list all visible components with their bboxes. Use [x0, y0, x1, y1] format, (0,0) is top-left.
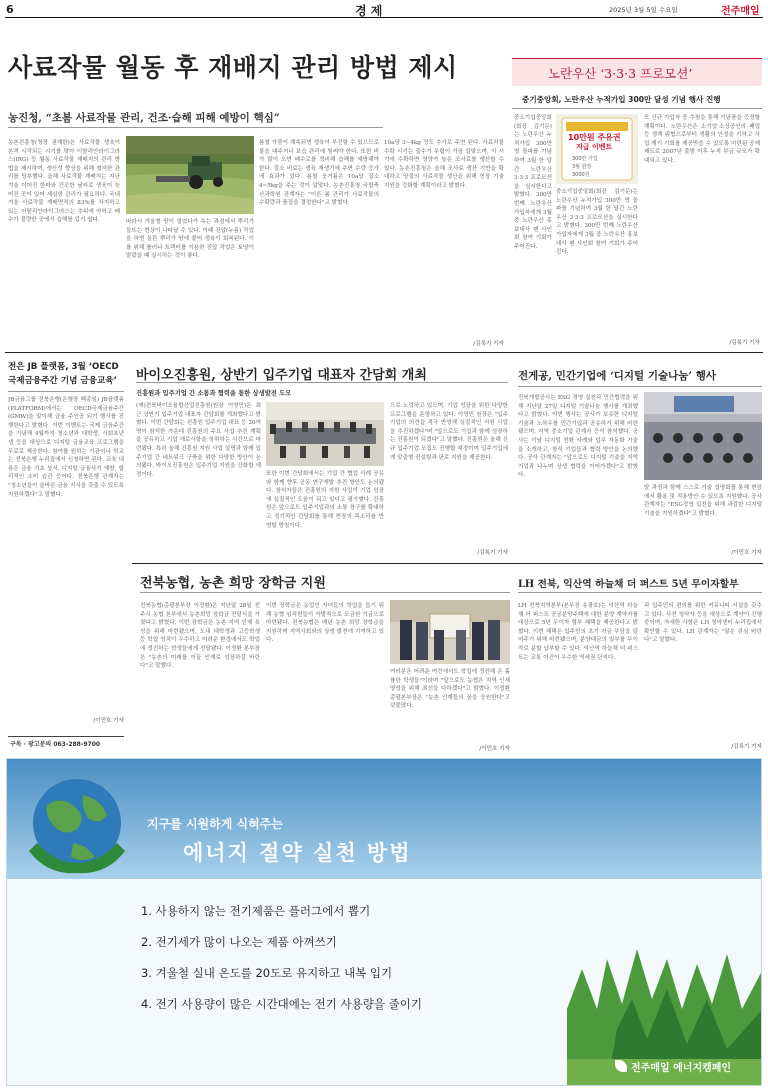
meeting-photo	[266, 402, 384, 466]
campaign-label: 전주매일 에너지캠페인	[631, 1063, 732, 1074]
tractor-field-photo	[126, 136, 254, 214]
promo-caption-1: 10만원 주유권	[568, 133, 621, 142]
lh-headline: LH 전북, 익산역 하늘채 더 퍼스트 5년 무이자할부	[518, 579, 739, 590]
sidebar-byline: /김록기 기자	[729, 340, 760, 346]
seminar-photo	[644, 392, 762, 480]
lead-subhead-rule	[8, 127, 383, 128]
subscription-note: 구독 · 광고문의 063-288-9700	[10, 741, 101, 748]
globe-hands-icon	[17, 765, 137, 885]
sidebar-series-title: 노란우산 ‘3·3·3 프로모션’	[548, 66, 693, 81]
nh-col-1: 전북농협(총괄본부장 이정환)은 지난달 28일 전주시 농협 본부에서 농촌희망 장학금 전달식을 가졌다고 밝혔다. 이번 장학금은 농촌 지역 인재 육성을 위해 마련됐으며, 도내 대학생과 고등학생 등 학업 성적이 우수하고 어려운 환경에서도 학업에 정진하는 학생들에게 전달됐다. 이정환 본부장은 "농촌의 미래를 이끌 인재로 성장하길 바란다"고 말했다.	[140, 603, 260, 670]
sidebar-col-right: 또 신규 가입자 중 추첨을 통해 기념품을 증정할 계획이다. 노란우산은 소기업·소상공인의 폐업 등 생계 위협으로부터 생활의 안정을 기하고 사업 재기 기회를 제공받을 수 있도록 마련된 공제제도로 2007년 출범 이후 누적 부금 규모가 확대되고 있다.	[644, 115, 760, 164]
jb-byline: /이민호 기자	[93, 718, 124, 724]
page-number: 6	[6, 3, 14, 16]
sidebar-photo	[556, 114, 638, 184]
nh-photo	[390, 600, 510, 664]
sidebar-headline: 중기중앙회, 노란우산 누적가입 300만 달성 기념 행사 진행	[522, 95, 721, 104]
bio-col-2: 또한 이번 간담회에서는 기업 간 협업 사례 공유와 함께 향후 공동 연구개발 추진 방안도 논의됐다. 참석자들은 진흥원의 지원 사업이 기업 성장에 실질적인 도움이 되고 있다고 평가했다. 진흥원은 앞으로도 입주기업과의 소통 창구를 확대하고 정기적인 간담회를 통해 현장의 목소리를 반영할 방침이다.	[266, 471, 384, 529]
nh-rule	[140, 592, 510, 593]
digital-byline: /이민호 기자	[731, 550, 762, 556]
jb-footer-box	[8, 736, 124, 748]
top-zone-rule	[5, 352, 763, 353]
lead-byline: /김록기 기자	[473, 341, 504, 347]
bio-byline: /김록기 기자	[477, 550, 508, 556]
jb-headline-1: 전은 JB 플랫폼, 3월 ‘OECD	[8, 362, 119, 372]
lh-col-1: LH 전북지역본부(본부장 송광호)는 익산역 하늘채 더 퍼스트 공공분양주택에 대한 분양 계약자를 대상으로 5년 무이자 할부 혜택을 제공한다고 밝혔다. 이번 혜택은 입주민의 초기 자금 부담을 덜어주기 위해 마련됐으며, 분양대금의 일부를 무이자로 분할 납부할 수 있다. 익산역 하늘채 더 퍼스트는 교통 여건이 우수한 역세권 단지다.	[518, 603, 638, 661]
digital-headline: 전게공, 민간기업에 ‘디지털 기술나눔’ 행사	[518, 370, 717, 382]
lead-col-4: 10a당 3~4kg 정도 추가로 주면 된다. 사료작물 수확 시기는 출수기 무렵이 가장 알맞으며, 이 시기에 수확하면 영양가 높은 조사료를 생산할 수 있다. 농촌진흥청은 올해 조사료 생산 기반을 확대하고 양질의 사료작물 생산을 위해 현장 기술 지원을 강화할 계획이라고 밝혔다.	[384, 140, 504, 189]
promo-caption-2: 지급 이벤트	[576, 143, 613, 151]
sidebar-col-mid: 중소기업중앙회(회장 김기문)는 노란우산 누적가입 300만 명 돌파를 기념하여 3월 한 달간 노란우산 3·3·3 프로모션을 실시한다고 밝혔다. 300만 번째 노란우산 가입자에게 3월 중 노란우산 홍보대사 팬 사인회 참여 기회가 주어진다.	[556, 189, 638, 256]
ad-title-big: 에너지 절약 실천 방법	[183, 840, 412, 865]
bio-col-1: (재)전북바이오융합산업진흥원(원장 이영민)은 최근 상반기 입주기업 대표자 간담회를 개최했다고 밝혔다. 이번 간담회는 진흥원 입주기업 대표 등 20여 명이 참석한 가운데 진흥원의 주요 사업 추진 계획을 공유하고 기업 애로사항을 청취하는 시간으로 마련됐다. 특히 올해 진흥원 지원 사업 설명과 함께 입주기업 간 네트워크 구축을 위한 다양한 방안이 논의됐다. 바이오진흥원은 입주기업 지원을 강화할 예정이다.	[136, 403, 261, 478]
section-label: 경 제	[355, 4, 383, 18]
nh-byline: /이민호 기자	[479, 746, 510, 752]
nh-col-3: 여러분은 어려운 여건에서도 학업에 정진해 온 훌륭한 학생들"이라며 "앞으로도 농협은 지역 인재 양성을 위해 최선을 다하겠다"고 밝혔다. 이정환 총괄본부장은 "농촌 인재들의 꿈을 응원한다"고 덧붙였다.	[390, 669, 510, 710]
bio-rule	[136, 382, 508, 383]
jb-body: JB금융그룹 전북은행(은행장 백종일) JB플랫폼(PLATFORM)에서는 OECD국제금융주간(GMW)을 맞이해 금융 주인공 되기 행사를 진행한다고 밝혔다. 이번 이벤트는 국제 금융주간을 기념해 4월까지 청소년과 대학생, 사회초년생 등을 대상으로 디지털 금융교육 프로그램을 무료로 제공한다. 참여를 원하는 기관이나 학교는 전북은행 누리집에서 신청하면 된다. 교육 내용은 금융 기초 상식, 디지털 금융사기 예방, 합리적인 소비 습관 등이다. 전북은행 관계자는 "청소년들이 올바른 금융 지식을 갖출 수 있도록 지원하겠다"고 말했다.	[8, 397, 124, 498]
nh-headline: 전북농협, 농촌 희망 장학금 지원	[140, 576, 326, 591]
sidebar-title-banner	[512, 58, 762, 86]
energy-tip-1: 1. 사용하지 않는 전기제품은 플러그에서 뽑기	[141, 904, 371, 918]
ad-title-small: 지구를 시원하게 식혀주는	[147, 817, 283, 831]
promo-tag-1: 300만 가입	[572, 156, 598, 162]
jb-headline-2: 국제금융주간 기념 금융교육’	[8, 376, 117, 386]
energy-ad	[6, 758, 762, 1086]
bio-headline: 바이오진흥원, 상반기 입주기업 대표자 간담회 개최	[136, 368, 427, 383]
jb-rule	[8, 391, 124, 392]
lh-byline: /김록기 기자	[731, 744, 762, 750]
lead-col-3: 봄철 가뭄이 계속되면 생육이 부진할 수 있으므로 물을 대주거나 보습 관리에 힘써야 한다. 또한 비가 많이 오면 배수로를 정비해 습해를 예방해야 한다. 질소 비료는 생육 재생기에 주면 수량 증가에 효과가 있다. 봄철 웃거름은 10a당 질소 4~5kg을 주는 것이 알맞다. 농촌진흥청 국립축산과학원 관계자는 "이른 봄 관리가 사료작물의 수확량과 품질을 결정한다"고 밝혔다.	[259, 140, 379, 207]
lead-photo	[126, 136, 254, 214]
lead-subhead: 농진청, “초봄 사료작물 관리, 건조·습해 피해 예방이 핵심”	[8, 112, 280, 124]
lh-rule	[518, 592, 762, 593]
nh-col-2: 이번 장학금은 농업인 자녀들의 학업을 돕기 위해 농협 임직원들이 자발적으로 모금한 기금으로 마련됐다. 전북농협은 매년 농촌 희망 장학금을 지원하며 지역사회와의 상생 발전에 기여하고 있다.	[266, 603, 384, 644]
sidebar-col-left: 중소기업중앙회(회장 김기문)는 노란우산 누적가입 300만 명 돌파를 기념하여 3월 한 달간 노란우산 3·3·3 프로모션을 실시한다고 밝혔다. 300만 번째 노란우산 가입자에게 3월 중 노란우산 홍보대사 팬 사인회 참여 기회가 주어진다.	[514, 115, 552, 250]
sidebar-box	[512, 58, 762, 346]
scholarship-photo	[390, 600, 510, 664]
energy-tip-4: 4. 전기 사용량이 많은 시간대에는 전기 사용량을 줄이기	[141, 997, 422, 1011]
bio-photo	[266, 402, 384, 466]
digital-photo	[644, 392, 762, 480]
mid-zone-rule	[132, 563, 763, 564]
sidebar-rule	[512, 108, 762, 109]
lh-col-2: 과 입주민의 편의를 위한 커뮤니티 시설을 갖추고 있다. 사전 청약자 등을 대상으로 계약이 진행 중이며, 자세한 사항은 LH 청약센터 누리집에서 확인할 수 있다. LH 관계자는 "많은 관심 바란다"고 말했다.	[644, 603, 762, 644]
paper-name: 전주매일	[721, 6, 760, 17]
issue-date: 2025년 3월 5일 수요일	[609, 6, 678, 14]
page-header	[5, 2, 763, 18]
lead-headline: 사료작물 월동 후 재배지 관리 방법 제시	[8, 53, 458, 82]
energy-tips-list	[141, 896, 422, 1020]
energy-tip-2: 2. 전기세가 많이 나오는 제품 아껴쓰기	[141, 935, 337, 949]
digital-col-right: 발 과정과 함께 스스로 기술 설명회를 통해 현장에서 활용 및 적용방안 수 있도록 지원했다. 공사 관계자는 "ESG경영 실천을 위해 과감한 디지털 기술을 지원하겠다"고 밝혔다.	[644, 485, 762, 517]
promo-tag-3: 3000원	[572, 172, 590, 178]
energy-tip-3: 3. 겨울철 실내 온도를 20도로 유지하고 내복 입기	[141, 966, 393, 980]
lead-col-1: 농촌진흥청(청장 권재한)은 사료작물 생육이 본격 시작되는 시기를 맞아 이탈리안라이그라스(IRG) 등 월동 사료작물 재배지의 관리 방법을 제시하며, 생산성 향상을 위해 철저한 관리를 당부했다. 올해 사료작물 재배지는 지난 겨울 이어진 한파와 건조한 날씨로 생육이 늦어진 곳이 있어 세심한 관리가 필요하다. 국내 겨울 사료작물 재배면적의 83%를 차지하고 있는 이탈리안라이그라스는 추위에 약하고 배수가 불량한 곳에서 습해를 입기 쉽다.	[8, 140, 120, 224]
digital-col-left: 전북개발공사는 ESG 경영 실천과 민간협력을 위해 지난달 27일 디지털 기술나눔 행사를 개최했다고 밝혔다. 이번 행사는 공사가 보유한 디지털 기술과 노하우를 민간기업과 공유하기 위해 마련됐으며, 지역 중소기업 관계자 등이 참석했다. 공사는 이날 디지털 전환 사례와 업무 자동화 기술을 소개하고, 참석 기업들과 협력 방안을 논의했다. 공사 관계자는 "앞으로도 디지털 기술을 지역 기업과 나누며 상생 협력을 이어가겠다"고 밝혔다.	[518, 395, 638, 479]
promo-tag-2: 3월 한정	[572, 164, 592, 170]
lead-col-2: 따라서 겨울철 땅이 얼었다가 녹는 과정에서 뿌리가 들뜨는 현상이 나타날 수 있다. 이때 진압(누름) 작업을 하면 들뜬 뿌리가 땅에 붙어 생육이 회복된다. 이를 위해 롤러나 트랙터를 이용한 진압 작업은 토양이 말랐을 때 실시하는 것이 좋다.	[126, 219, 254, 260]
bio-subhead: 진흥원과 입주기업 간 소통과 협력을 통한 상생발전 도모	[136, 390, 292, 397]
bio-col-3: 으로 노력하고 있으며, 기업 성장을 위한 다양한 프로그램을 운영하고 있다. 이영민 원장은 "입주기업의 의견을 적극 반영해 실질적인 지원 사업을 추진하겠다"며 "앞으로도 기업과 함께 성장하는 진흥원이 되겠다"고 말했다. 진흥원은 올해 신규 입주기업 모집도 진행할 예정이며 입주기업에게 맞춤형 컨설팅과 판로 지원을 제공한다.	[390, 403, 508, 461]
digital-rule	[518, 386, 762, 387]
